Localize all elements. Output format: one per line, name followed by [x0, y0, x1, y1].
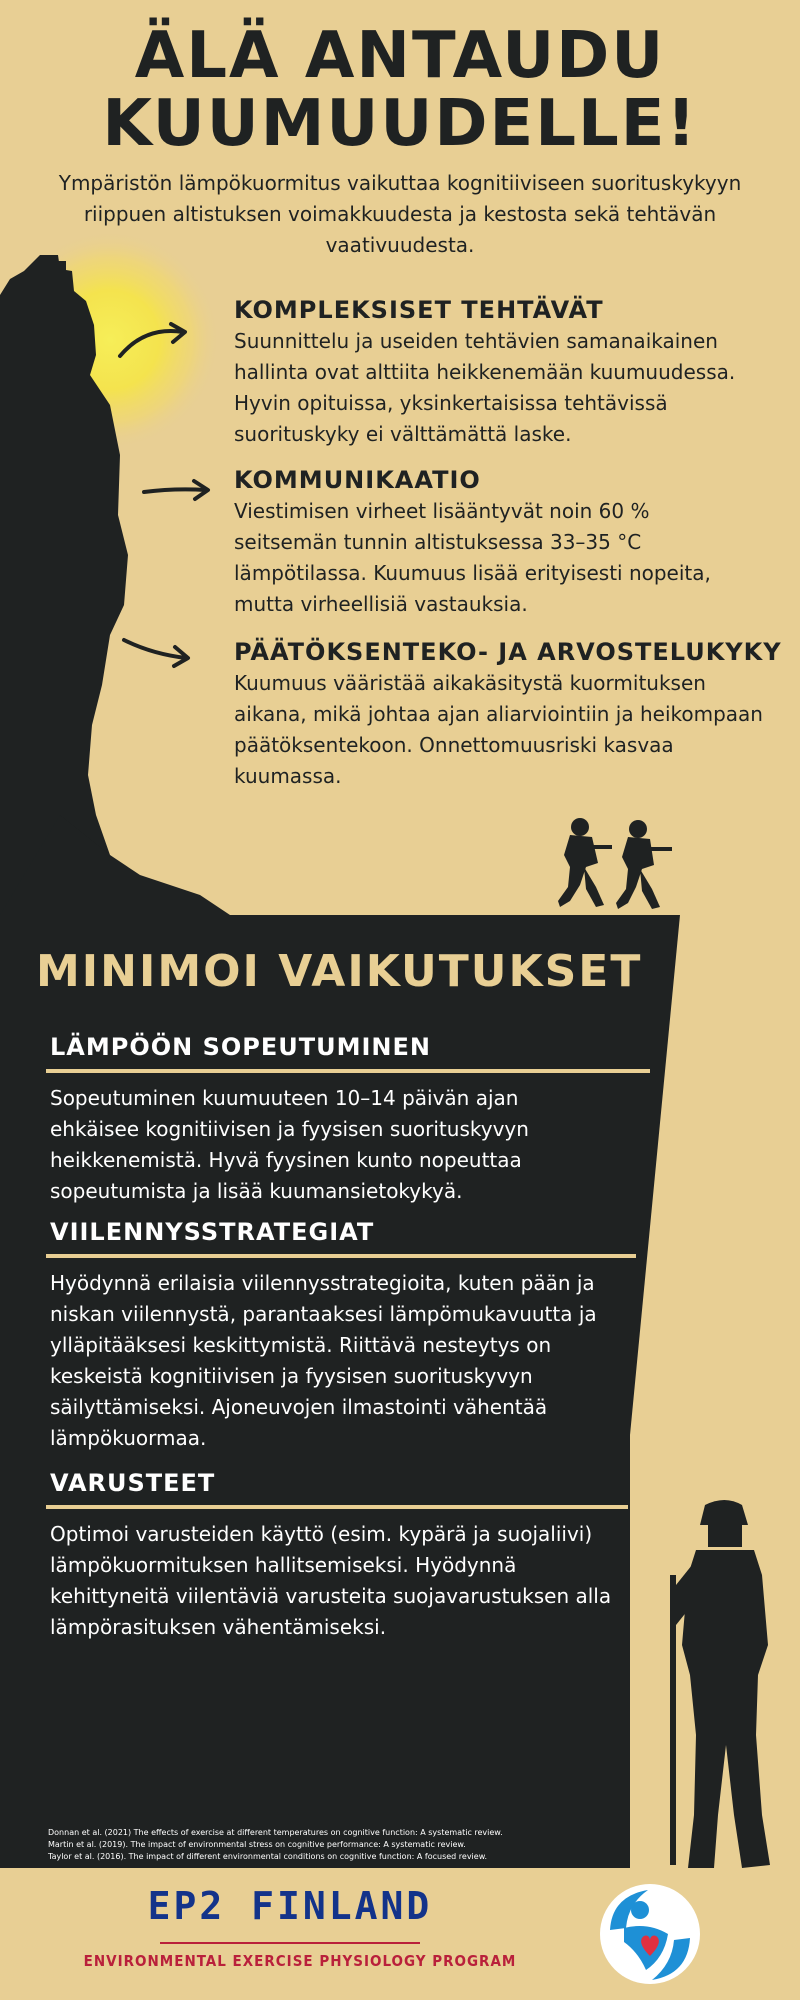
minimize-item-cooling	[50, 1218, 650, 1454]
minimize-heading: VARUSTEET	[50, 1469, 216, 1497]
references	[48, 1827, 648, 1863]
minimize-item-acclimatization	[50, 1033, 650, 1207]
intro-text: Ympäristön lämpökuormitus vaikuttaa kognitiiviseen suorituskykyyn riippuen altistuksen voimakkuudesta ja kestosta sekä tehtävän vaativuudesta.	[58, 171, 742, 257]
minimize-heading: LÄMPÖÖN SOPEUTUMINEN	[50, 1033, 431, 1061]
footer-subtitle: ENVIRONMENTAL EXERCISE PHYSIOLOGY PROGRAM	[83, 1952, 517, 1970]
heading-underline	[46, 1069, 650, 1073]
minimize-text: Hyödynnä erilaisia viilennysstrategioita, kuten pään ja niskan viilennystä, parantaaksesi lämpömukavuutta ja ylläpitääksesi keskittymistä. Riittävä nesteytys on keskeistä kognitiivisen ja fyysisen suorituskyvyn säilyttämiseksi. Ajoneuvojen ilmastointi vähentää lämpökuormaa.	[50, 1271, 597, 1450]
reference-item: Taylor et al. (2016). The impact of different environmental conditions on cognitive function: A focused review.	[48, 1852, 488, 1861]
effect-section-decision-making	[234, 638, 794, 792]
effect-section-complex-tasks	[234, 296, 774, 450]
title-line-1: ÄLÄ ANTAUDU	[134, 19, 666, 93]
title-line-2: KUUMUUDELLE!	[102, 87, 698, 161]
effect-heading: KOMMUNIKAATIO	[234, 466, 481, 494]
soldier-standing-icon	[630, 1495, 800, 1868]
ep2-logo-icon	[598, 1882, 702, 1986]
minimize-heading: VIILENNYSSTRATEGIAT	[50, 1218, 375, 1246]
arrow-icon	[120, 632, 195, 672]
effect-text: Kuumuus vääristää aikakäsitystä kuormituksen aikana, mikä johtaa ajan aliarviointiin ja heikompaan päätöksentekoon. Onnettomuusriski kasvaa kuumassa.	[234, 671, 763, 788]
effect-section-communication	[234, 466, 754, 620]
page-title	[0, 19, 800, 161]
running-soldiers-icon	[540, 815, 680, 915]
footer-divider	[160, 1942, 420, 1944]
effect-heading: PÄÄTÖKSENTEKO- JA ARVOSTELUKYKY	[234, 638, 782, 666]
arrow-icon	[115, 318, 190, 363]
heading-underline	[46, 1505, 628, 1509]
minimize-text: Optimoi varusteiden käyttö (esim. kypärä ja suojaliivi) lämpökuormituksen hallitsemiseksi. Hyödynnä kehittyneitä viilentäviä varusteita suojavarustuksen alla lämpörasituksen vähentämiseksi.	[50, 1522, 612, 1639]
reference-item: Martin et al. (2019). The impact of environmental stress on cognitive performance: A systematic review.	[48, 1840, 466, 1849]
effect-text: Suunnittelu ja useiden tehtävien samanaikainen hallinta ovat alttiita heikkenemään kuumuudessa. Hyvin opituissa, yksinkertaisissa tehtävissä suorituskyky ei välttämättä laske.	[234, 329, 736, 446]
effect-heading: KOMPLEKSISET TEHTÄVÄT	[234, 296, 604, 324]
minimize-item-equipment	[50, 1469, 650, 1643]
arrow-icon	[140, 478, 215, 508]
footer-brand: EP2 FINLAND	[147, 1884, 433, 1928]
minimize-text: Sopeutuminen kuumuuteen 10–14 päivän ajan ehkäisee kognitiivisen ja fyysisen suorituskyvyn heikkenemistä. Hyvä fyysinen kunto nopeuttaa sopeutumista ja lisää kuumansietokykyä.	[50, 1086, 529, 1203]
heading-underline	[46, 1254, 636, 1258]
reference-item: Donnan et al. (2021) The effects of exercise at different temperatures on cognitive function: A systematic review.	[48, 1828, 503, 1837]
effect-text: Viestimisen virheet lisääntyvät noin 60 % seitsemän tunnin altistuksessa 33–35 °C lämpötilassa. Kuumuus lisää erityisesti nopeita, mutta virheellisiä vastauksia.	[234, 499, 711, 616]
minimize-title: MINIMOI VAIKUTUKSET	[36, 946, 643, 997]
